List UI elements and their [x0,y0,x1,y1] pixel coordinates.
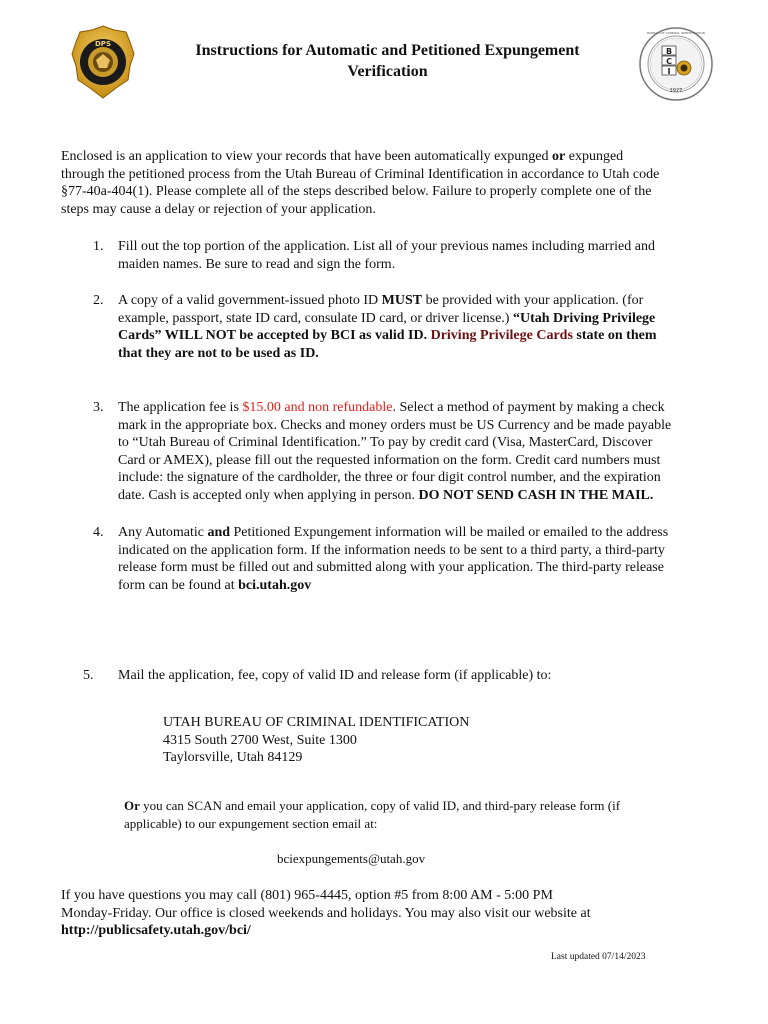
fee-amount-highlight: $15.00 and non refundable [242,400,393,415]
step-2-text: be provided with your application. (for [422,293,644,308]
public-safety-website-link[interactable]: http://publicsafety.utah.gov/bci/ [61,923,251,939]
or-emphasis: Or [124,798,140,813]
step-3-text: include: the signature of the cardholder, the three or four digit control number, and the expiration [118,470,661,486]
step-3-text: date. Cash is accepted only when applying in person. [118,487,419,503]
step-5-text: Mail the application, fee, copy of valid ID and release form (if applicable) to: [118,668,552,683]
contact-text: Monday-Friday. Our office is closed weekends and holidays. You may also visit our website at [61,905,591,921]
step-1-text: Fill out the top portion of the application. List all of your previous names including married and [118,239,655,254]
bci-logo-year: 1927 [669,88,683,94]
intro-paragraph [61,148,721,218]
scan-email-option [124,797,724,832]
address-line: Taylorsville, Utah 84129 [163,750,303,766]
step-2-emphasis: “Utah Driving Privilege [512,310,656,326]
expungement-email-link[interactable]: bciexpungements@utah.gov [277,851,426,866]
step-4 [118,524,728,594]
scan-text: applicable) to our expungement section email at: [124,815,378,831]
step-4-emphasis: and [207,525,231,540]
step-4-text: form can be found at [118,577,239,593]
address-line: UTAH BUREAU OF CRIMINAL IDENTIFICATION [163,715,470,730]
step-2 [118,292,728,362]
page-title [160,40,615,82]
intro-text: through the petitioned process from the Utah Bureau of Criminal Identification in accordance to Utah code [61,166,660,182]
step-2-emphasis: state on them [572,328,657,344]
step-2-text: A copy of a valid government-issued photo ID [118,293,382,308]
step-4-text: Any Automatic [118,525,208,540]
bci-website-link[interactable]: bci.utah.gov [238,577,312,593]
intro-text: Enclosed is an application to view your records that have been automatically expunged [61,149,553,164]
bci-letter-b: B [665,47,673,56]
contact-text: If you have questions you may call (801) 965-4445, option #5 from 8:00 AM - 5:00 PM [61,888,553,903]
step-2-text: example, passport, state ID card, consulate ID card, or driver license.) [118,310,513,326]
bci-letter-i: I [667,67,671,76]
step-3-text: Card or AMEX), please fill out the requested information on the form. Credit card numbers must [118,452,661,468]
scan-text: you can SCAN and email your application, copy of valid ID, and third-pary release form (if [139,798,621,813]
step-3-text: mark in the appropriate box. Checks and money orders must be US Currency and be made payable [118,417,672,433]
step-3-text: to “Utah Bureau of Criminal Identification.” To pay by credit card (Visa, MasterCard, Discover [118,435,653,451]
step-2-number: 2. [93,293,104,308]
dps-logo-text: DPS [95,40,111,48]
step-4-number: 4. [93,525,104,540]
intro-text: steps may cause a delay or rejection of your application. [61,201,376,217]
mailing-address [163,714,583,767]
step-1-number: 1. [93,239,104,254]
intro-text: §77-40a-404(1). Please complete all of the steps described below. Failure to properly complete one of the [61,184,652,200]
step-4-text: release form must be filled out and submitted along with your application. The third-party release [118,560,664,576]
step-1 [118,238,728,273]
step-3 [118,399,728,505]
intro-text: expunged [565,149,624,164]
last-updated-date: Last updated 07/14/2023 [551,952,646,962]
step-3-text: . Select a method of payment by making a check [392,400,665,415]
step-2-emphasis: that they are not to be used as ID. [118,345,319,361]
step-2-emphasis: Cards” WILL NOT be accepted by BCI as valid ID. [118,328,431,344]
bci-seal-logo [638,26,714,102]
step-1-text: maiden names. Be sure to read and sign the form. [118,256,396,272]
driving-privilege-cards-highlight: Driving Privilege Cards [430,328,573,344]
step-3-number: 3. [93,400,104,415]
bci-logo-ring-text: BUREAU OF CRIMINAL IDENTIFICATION [647,31,705,35]
step-3-text: The application fee is [118,400,243,415]
dps-seal-logo [70,24,136,100]
step-4-text: Petitioned Expungement information will be mailed or emailed to the address [230,525,669,540]
contact-paragraph [61,887,721,940]
step-5-number: 5. [83,668,94,683]
step-4-text: indicated on the application form. If the information needs to be sent to a third party, a third-party [118,542,665,558]
title-line-2: Verification [347,63,428,80]
intro-emphasis: or [552,149,566,164]
step-2-emphasis: MUST [381,293,423,308]
title-line-1: Instructions for Automatic and Petitioned Expungement [195,42,580,59]
no-cash-warning: DO NOT SEND CASH IN THE MAIL. [418,487,654,503]
address-line: 4315 South 2700 West, Suite 1300 [163,732,357,748]
bci-letter-c: C [666,57,672,66]
